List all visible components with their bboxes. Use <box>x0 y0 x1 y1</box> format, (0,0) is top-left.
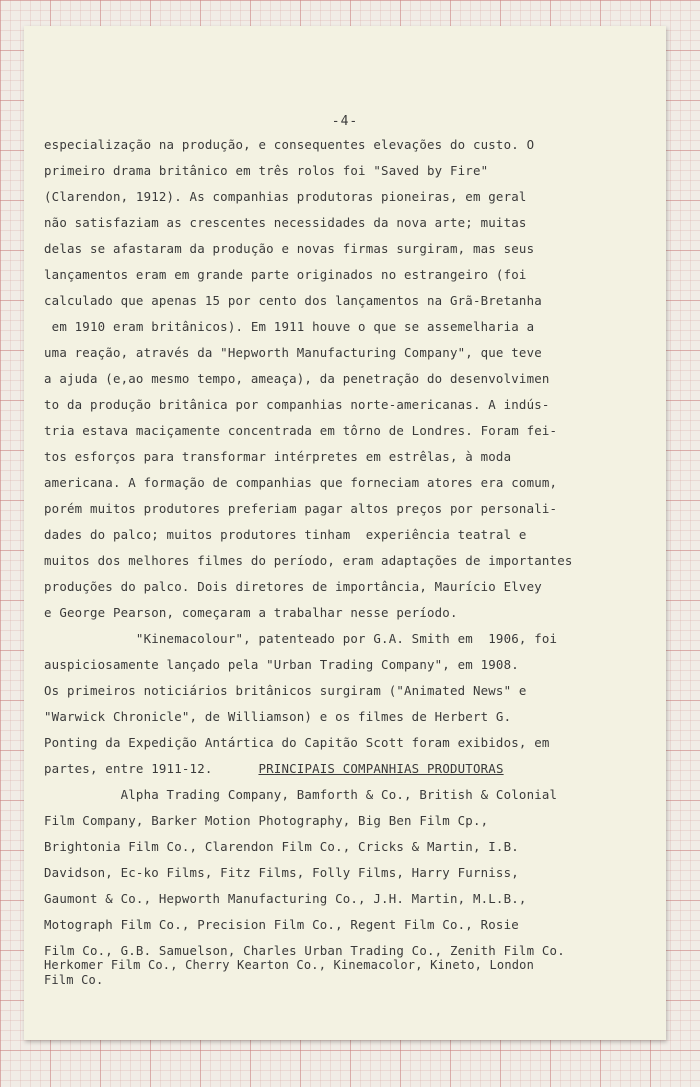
text-line-2: primeiro drama britânico em três rolos foi "Saved by Fire" <box>44 163 489 178</box>
text-line-20: "Kinemacolour", patenteado por G.A. Smith em 1906, foi <box>44 631 558 646</box>
text-line-24: Ponting da Expedição Antártica do Capitão Scott foram exibidos, em <box>44 735 550 750</box>
company-line-4: Davidson, Ec-ko Films, Fitz Films, Folly Films, Harry Furniss, <box>44 865 519 880</box>
text-line-11: to da produção britânica por companhias norte-americanas. A indús- <box>44 397 550 412</box>
company-line-3: Brightonia Film Co., Clarendon Film Co., Cricks & Martin, I.B. <box>44 839 519 854</box>
company-line-9: Film Co. <box>44 973 104 987</box>
company-line-7: Film Co., G.B. Samuelson, Charles Urban Trading Co., Zenith Film Co. <box>44 943 565 958</box>
text-line-21: auspiciosamente lançado pela "Urban Trading Company", em 1908. <box>44 657 519 672</box>
text-line-4: não satisfaziam as crescentes necessidades da nova arte; muitas <box>44 215 527 230</box>
text-line-14: americana. A formação de companhias que forneciam atores era comum, <box>44 475 558 490</box>
text-line-12: tria estava maciçamente concentrada em tôrno de Londres. Foram fei- <box>44 423 558 438</box>
typewritten-page <box>24 26 666 1040</box>
text-line-16: dades do palco; muitos produtores tinham experiência teatral e <box>44 527 527 542</box>
company-line-2: Film Company, Barker Motion Photography, Big Ben Film Cp., <box>44 813 489 828</box>
last-line-start: partes, entre 1911-12. <box>44 761 213 776</box>
text-line-13: tos esforços para transformar intérpretes em estrêlas, à moda <box>44 449 512 464</box>
text-line-9: uma reação, através da "Hepworth Manufacturing Company", que teve <box>44 345 542 360</box>
text-line-10: a ajuda (e,ao mesmo tempo, ameaça), da penetração do desenvolvimen <box>44 371 550 386</box>
text-line-8: em 1910 eram britânicos). Em 1911 houve o que se assemelharia a <box>44 319 535 334</box>
text-line-6: lançamentos eram em grande parte originados no estrangeiro (foi <box>44 267 527 282</box>
text-line-22: Os primeiros noticiários britânicos surgiram ("Animated News" e <box>44 683 527 698</box>
text-line-25 <box>44 761 504 776</box>
company-line-6: Motograph Film Co., Precision Film Co., Regent Film Co., Rosie <box>44 917 519 932</box>
text-line-15: porém muitos produtores preferiam pagar altos preços por personali- <box>44 501 558 516</box>
text-line-18: produções do palco. Dois diretores de importância, Maurício Elvey <box>44 579 542 594</box>
text-line-23: "Warwick Chronicle", de Williamson) e os filmes de Herbert G. <box>44 709 512 724</box>
company-line-5: Gaumont & Co., Hepworth Manufacturing Co., J.H. Martin, M.L.B., <box>44 891 527 906</box>
company-line-1: Alpha Trading Company, Bamforth & Co., British & Colonial <box>44 787 558 802</box>
text-line-17: muitos dos melhores filmes do período, eram adaptações de importantes <box>44 553 573 568</box>
section-heading: PRINCIPAIS COMPANHIAS PRODUTORAS <box>258 761 504 776</box>
text-line-7: calculado que apenas 15 por cento dos lançamentos na Grã-Bretanha <box>44 293 542 308</box>
text-line-3: (Clarendon, 1912). As companhias produtoras pioneiras, em geral <box>44 189 527 204</box>
page-number: -4- <box>331 114 359 129</box>
text-line-5: delas se afastaram da produção e novas firmas surgiram, mas seus <box>44 241 535 256</box>
text-line-19: e George Pearson, começaram a trabalhar nesse período. <box>44 605 458 620</box>
text-line-1: especialização na produção, e consequentes elevações do custo. O <box>44 137 535 152</box>
company-line-8: Herkomer Film Co., Cherry Kearton Co., Kinemacolor, Kineto, London <box>44 958 535 972</box>
